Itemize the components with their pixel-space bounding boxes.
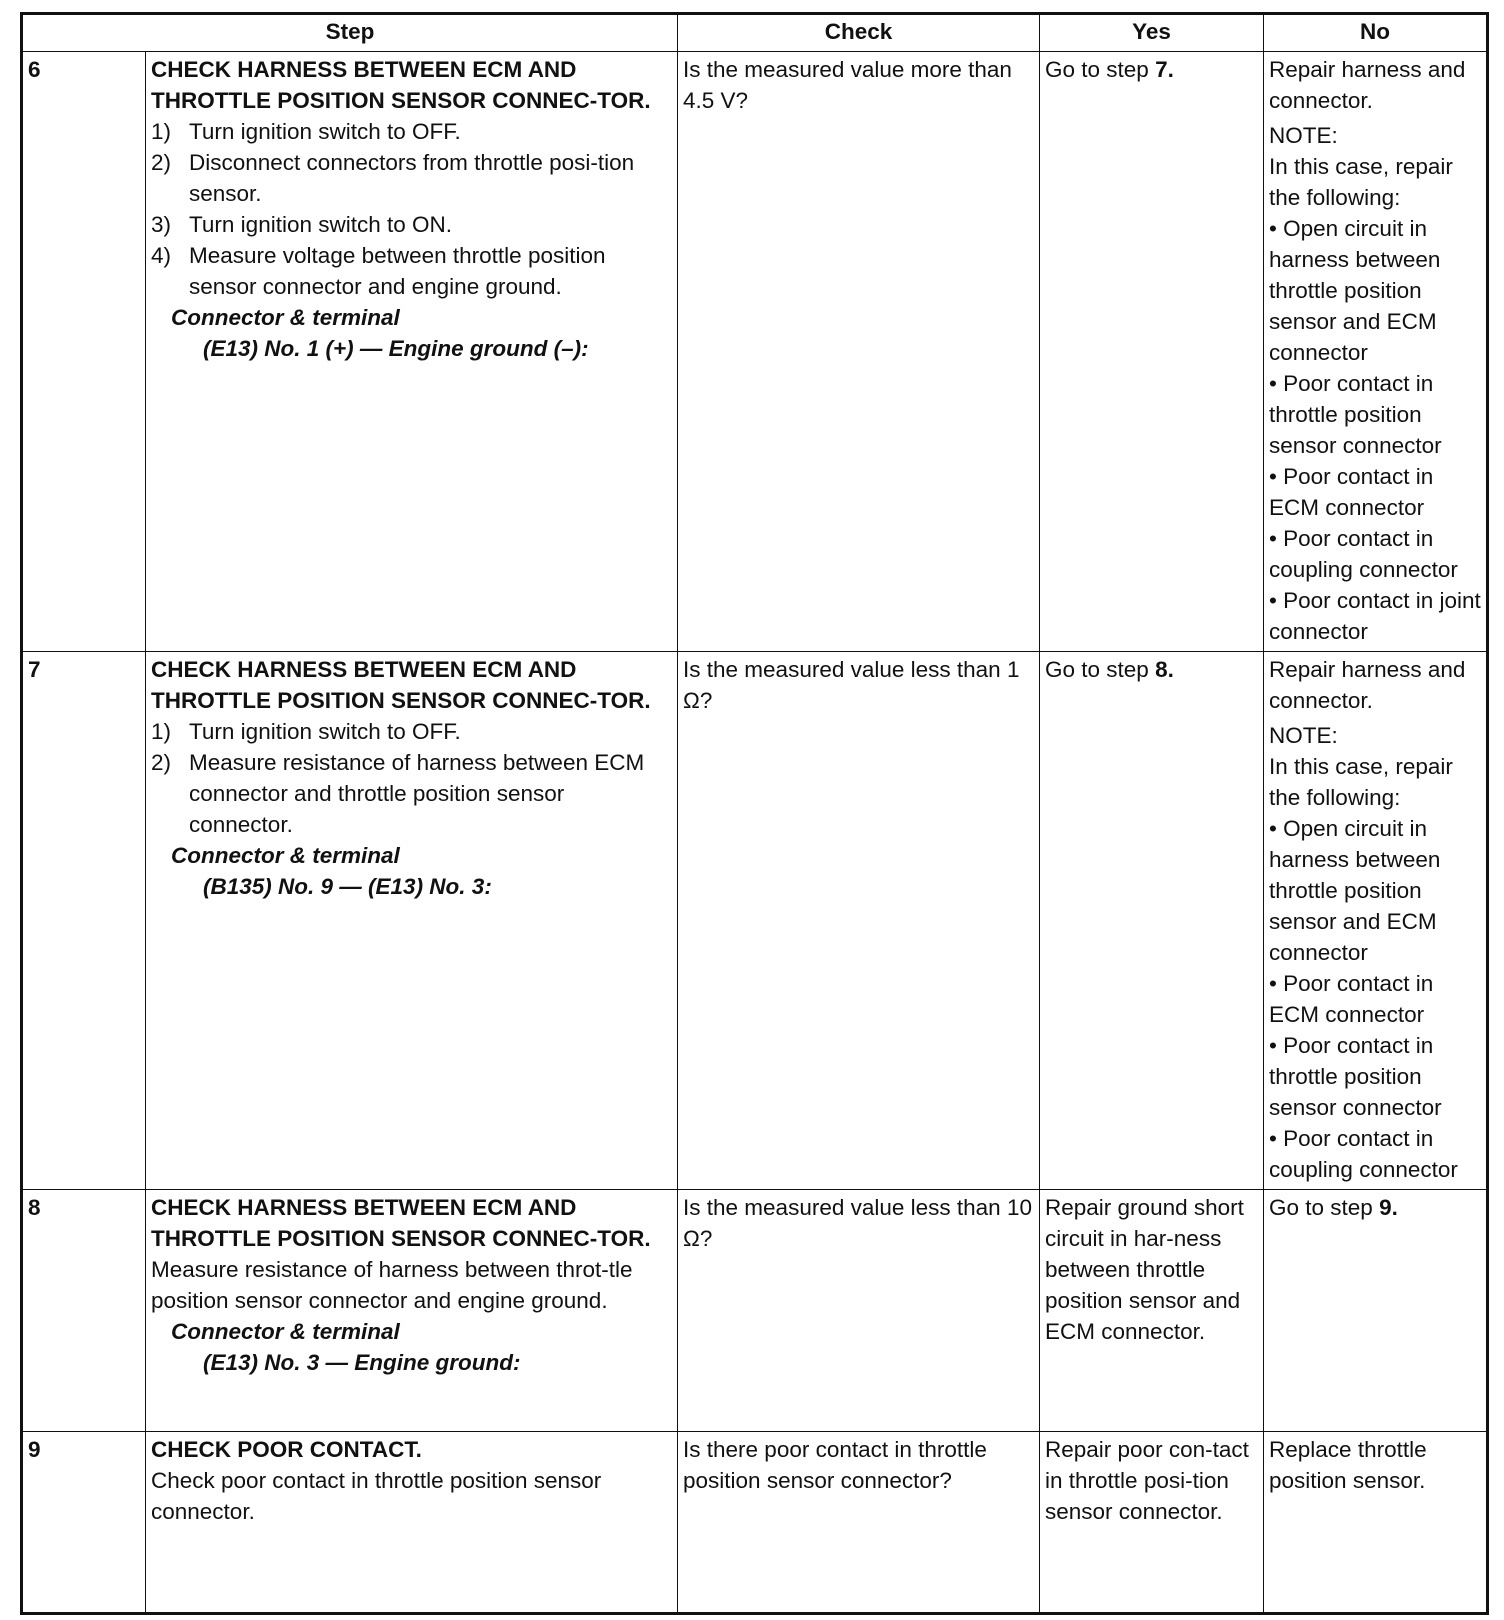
substep: 2) Measure resistance of harness between ECM connector and throttle position sensor connector.	[151, 750, 645, 837]
step-body: Measure resistance of harness between throt-tle position sensor connector and engine ground.	[151, 1257, 633, 1313]
header-check: Check	[678, 14, 1040, 52]
list-item: • Poor contact in ECM connector	[1269, 971, 1434, 1027]
step-title: CHECK HARNESS BETWEEN ECM AND THROTTLE POSITION SENSOR CONNEC-TOR.	[151, 57, 651, 113]
list-item: • Poor contact in coupling connector	[1269, 1126, 1458, 1182]
list-item: • Open circuit in harness between throttle position sensor and ECM connector	[1269, 816, 1441, 965]
substep: 2) Disconnect connectors from throttle posi-tion sensor.	[151, 150, 635, 206]
note-label: NOTE:	[1269, 723, 1338, 748]
step-description	[146, 1190, 678, 1432]
table-row	[22, 652, 1488, 1190]
step-description	[146, 1432, 678, 1614]
connector-terminal-value: (E13) No. 3 — Engine ground:	[203, 1350, 521, 1375]
step-title: CHECK POOR CONTACT.	[151, 1437, 422, 1462]
table-row	[22, 52, 1488, 652]
substep: 1) Turn ignition switch to OFF.	[151, 719, 461, 744]
connector-terminal-value: (E13) No. 1 (+) — Engine ground (–):	[203, 336, 589, 361]
yes-action: Repair ground short circuit in har-ness between throttle position sensor and ECM connector.	[1040, 1190, 1264, 1432]
connector-terminal-label: Connector & terminal	[171, 1319, 400, 1344]
table-row	[22, 1432, 1488, 1614]
yes-action: Go to step 8.	[1040, 652, 1264, 1190]
no-action: Repair harness and connector. NOTE: In this case, repair the following: • Open circuit in harness between throttle position sensor and ECM connector • Poor contact in throttle position sensor connector • Poor contact in ECM connector • Poor contact in coupling connector • Poor contact in joint connector	[1264, 52, 1488, 652]
step-number: 6	[22, 52, 146, 652]
check-question: Is the measured value less than 10 Ω?	[678, 1190, 1040, 1432]
list-item: • Poor contact in ECM connector	[1269, 464, 1434, 520]
note-label: NOTE:	[1269, 123, 1338, 148]
step-number: 7	[22, 652, 146, 1190]
check-question: Is the measured value more than 4.5 V?	[678, 52, 1040, 652]
substep: 3) Turn ignition switch to ON.	[151, 212, 453, 237]
table-row	[22, 1190, 1488, 1432]
step-description	[146, 652, 678, 1190]
header-no: No	[1264, 14, 1488, 52]
step-title: CHECK HARNESS BETWEEN ECM AND THROTTLE POSITION SENSOR CONNEC-TOR.	[151, 657, 651, 713]
step-number: 9	[22, 1432, 146, 1614]
check-question: Is there poor contact in throttle position sensor connector?	[678, 1432, 1040, 1614]
connector-terminal-label: Connector & terminal	[171, 843, 400, 868]
list-item: • Poor contact in throttle position sensor connector	[1269, 1033, 1442, 1120]
yes-action: Go to step 7.	[1040, 52, 1264, 652]
no-action: Repair harness and connector. NOTE: In this case, repair the following: • Open circuit in harness between throttle position sensor and ECM connector • Poor contact in ECM connector • Poor contact in throttle position sensor connector • Poor contact in coupling connector	[1264, 652, 1488, 1190]
step-number: 8	[22, 1190, 146, 1432]
list-item: • Open circuit in harness between throttle position sensor and ECM connector	[1269, 216, 1441, 365]
step-description	[146, 52, 678, 652]
step-body: Check poor contact in throttle position sensor connector.	[151, 1468, 602, 1524]
list-item: • Poor contact in joint connector	[1269, 588, 1481, 644]
header-yes: Yes	[1040, 14, 1264, 52]
list-item: • Poor contact in coupling connector	[1269, 526, 1458, 582]
header-row	[22, 14, 1488, 52]
list-item: • Poor contact in throttle position sensor connector	[1269, 371, 1442, 458]
check-question: Is the measured value less than 1 Ω?	[678, 652, 1040, 1190]
substep: 1) Turn ignition switch to OFF.	[151, 119, 461, 144]
no-action: Replace throttle position sensor.	[1264, 1432, 1488, 1614]
connector-terminal-label: Connector & terminal	[171, 305, 400, 330]
yes-action: Repair poor con-tact in throttle posi-tion sensor connector.	[1040, 1432, 1264, 1614]
step-title: CHECK HARNESS BETWEEN ECM AND THROTTLE POSITION SENSOR CONNEC-TOR.	[151, 1195, 651, 1251]
diagnostic-table	[20, 12, 1489, 1615]
connector-terminal-value: (B135) No. 9 — (E13) No. 3:	[203, 874, 492, 899]
header-step: Step	[22, 14, 678, 52]
no-action: Go to step 9.	[1264, 1190, 1488, 1432]
substep: 4) Measure voltage between throttle position sensor connector and engine ground.	[151, 243, 606, 299]
